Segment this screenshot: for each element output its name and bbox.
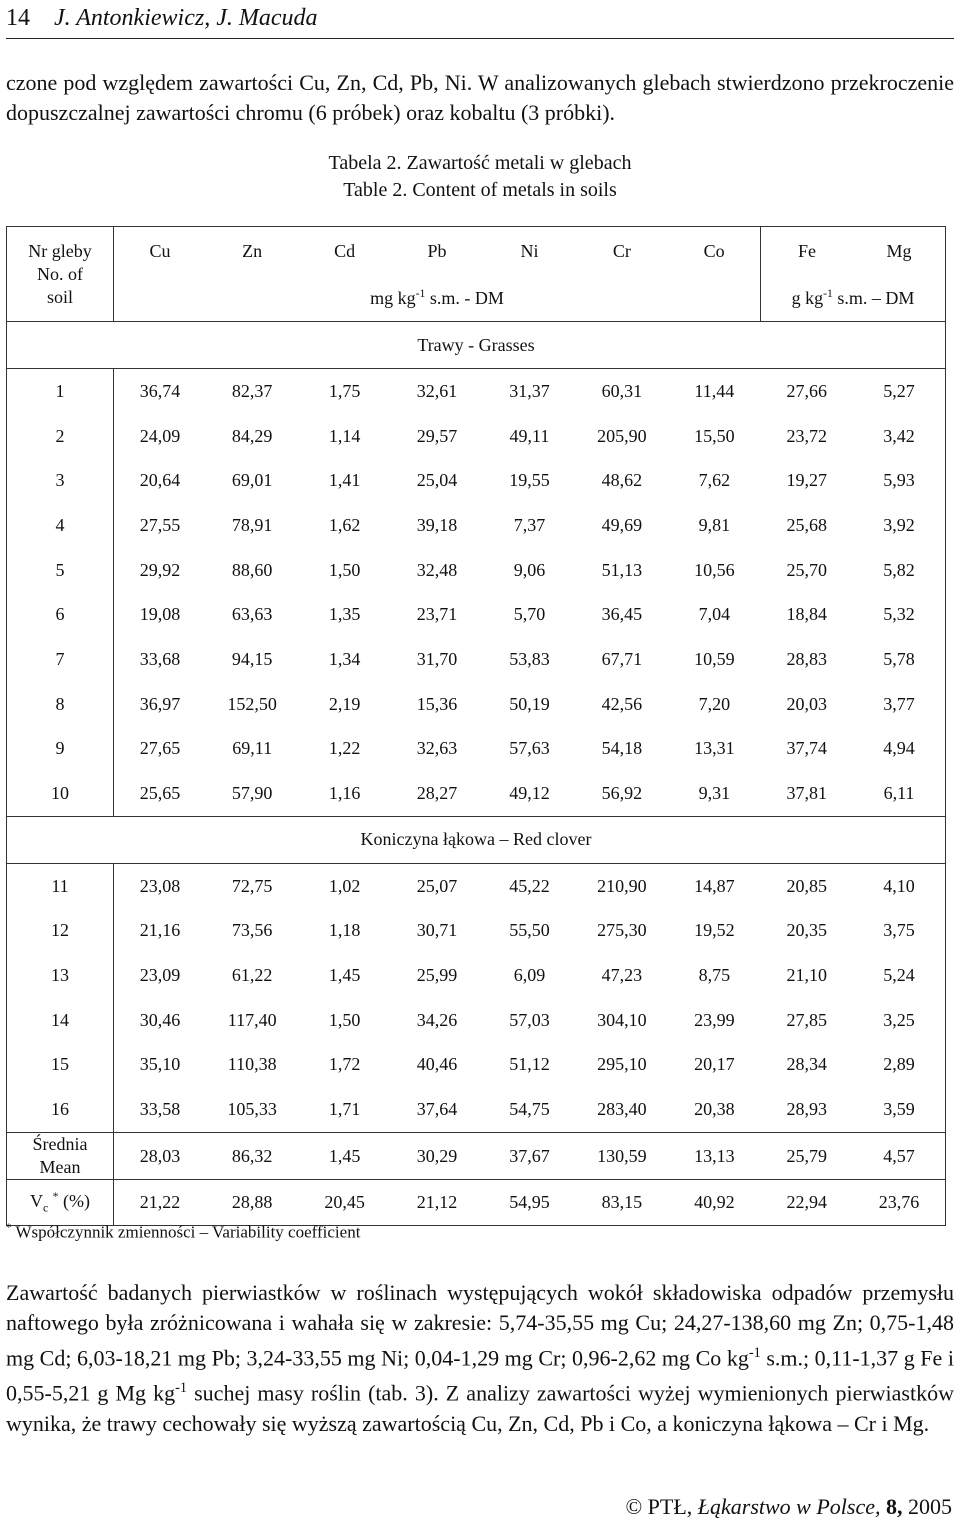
table-row: [7, 727, 946, 772]
table-footnote: [6, 1222, 360, 1243]
cell-pb: 25,07: [416, 875, 458, 896]
cell-cd: 1,72: [328, 1054, 361, 1075]
cell-zn: 82,37: [231, 380, 273, 401]
unit-mg-suffix: s.m. - DM: [425, 288, 504, 308]
cell-pb: 32,48: [416, 559, 458, 580]
column-header-cu: Cu: [114, 227, 206, 276]
soil-number: 10: [7, 771, 114, 816]
mean-co: 13,13: [668, 1133, 760, 1180]
vc-pb: 21,12: [391, 1180, 483, 1226]
cell-cu: 29,92: [139, 559, 181, 580]
results-text-2: s.m.; 0,11-1,37 g Fe i 0,55-5,21 g Mg kg: [6, 1345, 954, 1406]
running-header-authors: J. Antonkiewicz, J. Macuda: [54, 5, 318, 31]
cell-zn: 78,91: [231, 514, 273, 535]
cell-cd: 1,02: [328, 875, 361, 896]
cell-fe: 20,85: [786, 875, 828, 896]
cell-fe: 27,85: [786, 1009, 828, 1030]
cell-cr: 275,30: [597, 920, 647, 941]
cell-zn: 73,56: [231, 920, 273, 941]
cell-co: 7,62: [698, 470, 731, 491]
cell-mg: 3,77: [853, 682, 946, 727]
table-row: [7, 414, 946, 459]
cell-ni: 57,63: [509, 738, 550, 759]
cell-zn: 110,38: [227, 1054, 277, 1075]
cell-co: 7,20: [698, 693, 731, 714]
soil-number: 2: [7, 414, 114, 459]
cell-cu: 33,68: [139, 648, 181, 669]
metals-table: [6, 226, 946, 1226]
cell-ni: 55,50: [509, 920, 550, 941]
cell-ni: 5,70: [513, 604, 546, 625]
table-row: [7, 771, 946, 816]
cell-cr: 51,13: [601, 559, 643, 580]
vc-fe: 22,94: [761, 1180, 853, 1226]
cell-mg: 2,89: [853, 1043, 946, 1088]
soil-number: 13: [7, 953, 114, 998]
cell-mg: 3,92: [853, 503, 946, 548]
cell-pb: 31,70: [416, 648, 458, 669]
cell-cu: 27,65: [139, 738, 181, 759]
cell-zn: 69,01: [231, 470, 273, 491]
cell-cd: 1,35: [328, 604, 361, 625]
cell-ni: 51,12: [509, 1054, 550, 1075]
footer-volume: 8,: [880, 1494, 903, 1519]
caption-english: Table 2. Content of metals in soils: [343, 179, 617, 201]
column-header-pb: Pb: [391, 227, 483, 276]
unit-mg: [114, 275, 761, 322]
row-label-header-line: soil: [46, 286, 73, 307]
mean-ni: 37,67: [483, 1133, 575, 1180]
vc-cu: 21,22: [114, 1180, 206, 1226]
cell-ni: 49,12: [509, 783, 550, 804]
cell-zn: 105,33: [227, 1099, 277, 1120]
column-header-cd: Cd: [298, 227, 390, 276]
mean-zn: 86,32: [206, 1133, 298, 1180]
cell-fe: 21,10: [786, 965, 828, 986]
cell-mg: 5,82: [853, 548, 946, 593]
cell-cd: 1,45: [328, 965, 361, 986]
cell-zn: 117,40: [227, 1009, 277, 1030]
cell-ni: 49,11: [509, 425, 550, 446]
cell-cr: 56,92: [601, 783, 643, 804]
cell-cd: 2,19: [328, 693, 361, 714]
cell-fe: 27,66: [786, 380, 828, 401]
cell-mg: 3,42: [853, 414, 946, 459]
cell-mg: 3,25: [853, 998, 946, 1043]
table-row: [7, 637, 946, 682]
cell-pb: 25,04: [416, 470, 458, 491]
column-header-cr: Cr: [576, 227, 668, 276]
table-caption: [0, 150, 960, 204]
soil-number: 6: [7, 592, 114, 637]
section-grasses: Trawy - Grasses: [7, 322, 946, 369]
cell-ni: 6,09: [513, 965, 546, 986]
cell-co: 20,17: [694, 1054, 735, 1075]
soil-number: 8: [7, 682, 114, 727]
soil-number: 12: [7, 909, 114, 954]
table-row: [7, 369, 946, 414]
table-row: [7, 1043, 946, 1088]
cell-fe: 25,70: [786, 559, 828, 580]
vc-co: 40,92: [668, 1180, 760, 1226]
intro-paragraph: czone pod względem zawartości Cu, Zn, Cd, Pb, Ni. W analizowanych glebach stwierdzono przekroczenie dopuszczalnej zawartości chromu (6 próbek) oraz kobaltu (3 próbki).: [6, 70, 954, 125]
cell-cu: 21,16: [139, 920, 181, 941]
cell-cu: 33,58: [139, 1099, 181, 1120]
cell-co: 10,56: [694, 559, 735, 580]
footer-copyright: © PTŁ,: [625, 1494, 698, 1519]
cell-cu: 25,65: [139, 783, 181, 804]
cell-mg: 5,32: [853, 592, 946, 637]
cell-cu: 23,08: [139, 875, 181, 896]
unit-g: [761, 275, 946, 322]
table-row: [7, 1087, 946, 1132]
cell-pb: 30,71: [416, 920, 458, 941]
soil-number: 9: [7, 727, 114, 772]
mean-label-line: Mean: [39, 1157, 81, 1177]
cell-co: 11,44: [694, 380, 735, 401]
table-row: [7, 998, 946, 1043]
mean-pb: 30,29: [391, 1133, 483, 1180]
soil-number: 1: [7, 369, 114, 414]
table-row: [7, 548, 946, 593]
cell-mg: 5,93: [853, 458, 946, 503]
cell-cd: 1,50: [328, 559, 361, 580]
cell-cr: 47,23: [601, 965, 643, 986]
cell-cd: 1,50: [328, 1009, 361, 1030]
soil-number: 3: [7, 458, 114, 503]
cell-fe: 37,74: [786, 738, 828, 759]
cell-cd: 1,62: [328, 514, 361, 535]
unit-g-exponent: -1: [823, 287, 833, 300]
mean-label-line: Średnia: [32, 1134, 88, 1154]
cell-fe: 28,83: [786, 648, 828, 669]
cell-fe: 18,84: [786, 604, 828, 625]
cell-ni: 54,75: [509, 1099, 550, 1120]
row-label-header: [7, 227, 114, 322]
cell-cr: 36,45: [601, 604, 643, 625]
mean-mg: 4,57: [853, 1133, 946, 1180]
cell-cr: 283,40: [597, 1099, 647, 1120]
column-header-mg: Mg: [853, 227, 946, 276]
cell-fe: 20,03: [786, 693, 828, 714]
column-header-co: Co: [668, 227, 760, 276]
column-header-zn: Zn: [206, 227, 298, 276]
row-label-header-line: Nr gleby: [28, 240, 92, 261]
cell-ni: 7,37: [513, 514, 546, 535]
mean-cu: 28,03: [114, 1133, 206, 1180]
cell-cr: 304,10: [597, 1009, 647, 1030]
vc-label-suffix: (%): [58, 1191, 90, 1212]
cell-cr: 205,90: [597, 425, 647, 446]
soil-number: 14: [7, 998, 114, 1043]
mean-fe: 25,79: [761, 1133, 853, 1180]
vc-mg: 23,76: [853, 1180, 946, 1226]
cell-pb: 29,57: [416, 425, 458, 446]
footer-journal: Łąkarstwo w Polsce,: [697, 1494, 881, 1519]
cell-cu: 35,10: [139, 1054, 181, 1075]
footnote-text: Współczynnik zmienności – Variability coefficient: [11, 1222, 361, 1242]
cell-fe: 23,72: [786, 425, 828, 446]
cell-co: 14,87: [694, 875, 735, 896]
column-header-ni: Ni: [483, 227, 575, 276]
cell-ni: 19,55: [509, 470, 550, 491]
cell-cd: 1,75: [328, 380, 361, 401]
vc-cd: 20,45: [298, 1180, 390, 1226]
soil-number: 15: [7, 1043, 114, 1088]
cell-co: 20,38: [694, 1099, 735, 1120]
mean-cr: 130,59: [576, 1133, 668, 1180]
results-text-1: Zawartość badanych pierwiastków w roślinach występujących wokół składowiska odpadów przemysłu naftowego była zróżnicowana i wahała się w zakresie: 5,74-35,55 mg Cu; 24,27-138,60 mg Zn; 0,75-1,48 mg Cd; 6,03-18,21 mg Pb; 3,24-33,55 mg Ni; 0,04-1,29 mg Cr; 0,96-2,62 mg Co kg: [6, 1280, 954, 1371]
footnote-marker: *: [6, 1222, 12, 1234]
caption-polish: Tabela 2. Zawartość metali w glebach: [328, 152, 632, 174]
cell-pb: 37,64: [416, 1099, 458, 1120]
cell-fe: 19,27: [786, 470, 828, 491]
cell-zn: 94,15: [231, 648, 273, 669]
cell-cd: 1,41: [328, 470, 361, 491]
cell-zn: 69,11: [232, 738, 273, 759]
cell-cu: 24,09: [139, 425, 181, 446]
vc-label-base: V: [29, 1191, 43, 1212]
cell-pb: 34,26: [416, 1009, 458, 1030]
section-clover: Koniczyna łąkowa – Red clover: [7, 816, 946, 863]
cell-co: 9,31: [698, 783, 731, 804]
cell-zn: 57,90: [231, 783, 273, 804]
cell-cr: 210,90: [597, 875, 647, 896]
cell-co: 10,59: [694, 648, 735, 669]
cell-fe: 28,34: [786, 1054, 828, 1075]
cell-ni: 53,83: [509, 648, 550, 669]
cell-mg: 5,78: [853, 637, 946, 682]
cell-zn: 84,29: [231, 425, 273, 446]
cell-mg: 5,24: [853, 953, 946, 998]
table-row: [7, 909, 946, 954]
cell-mg: 4,94: [853, 727, 946, 772]
row-label-header-line: No. of: [37, 263, 83, 284]
vc-label-sup: *: [52, 1190, 59, 1204]
table-row: [7, 863, 946, 908]
page-number: 14: [6, 5, 30, 31]
cell-cu: 36,74: [139, 380, 181, 401]
cell-ni: 57,03: [509, 1009, 550, 1030]
vc-row-label: [7, 1180, 114, 1226]
soil-number: 11: [7, 863, 114, 908]
cell-mg: 5,27: [853, 369, 946, 414]
cell-co: 9,81: [698, 514, 731, 535]
mean-row-label: [7, 1133, 114, 1180]
cell-pb: 28,27: [416, 783, 458, 804]
vc-label-sub: c: [42, 1201, 49, 1215]
cell-co: 19,52: [694, 920, 735, 941]
cell-cu: 36,97: [139, 693, 181, 714]
results-exponent-1: -1: [748, 1345, 761, 1361]
cell-pb: 32,61: [416, 380, 458, 401]
cell-cd: 1,22: [328, 738, 361, 759]
vc-zn: 28,88: [206, 1180, 298, 1226]
cell-cu: 20,64: [139, 470, 181, 491]
cell-cd: 1,71: [328, 1099, 361, 1120]
cell-cr: 48,62: [601, 470, 643, 491]
cell-zn: 72,75: [231, 875, 273, 896]
cell-fe: 25,68: [786, 514, 828, 535]
vc-cr: 83,15: [576, 1180, 668, 1226]
soil-number: 7: [7, 637, 114, 682]
results-text-3: suchej masy roślin (tab. 3). Z analizy zawartości wyżej wymienionych pierwiastków wynika, że trawy cechowały się wyższą zawartością Cu, Zn, Cd, Pb i Co, a koniczyna łąkowa – Cr i Mg.: [6, 1380, 954, 1436]
cell-co: 13,31: [694, 738, 735, 759]
cell-zn: 88,60: [231, 559, 273, 580]
unit-mg-prefix: mg kg: [370, 288, 416, 308]
cell-cr: 42,56: [601, 693, 643, 714]
cell-fe: 37,81: [786, 783, 828, 804]
table-row: [7, 458, 946, 503]
table-row: [7, 503, 946, 548]
column-header-fe: Fe: [761, 227, 853, 276]
cell-mg: 3,75: [853, 909, 946, 954]
cell-cd: 1,18: [328, 920, 361, 941]
unit-mg-exponent: -1: [415, 287, 426, 300]
cell-ni: 9,06: [513, 559, 546, 580]
cell-ni: 45,22: [509, 875, 550, 896]
cell-co: 8,75: [698, 965, 731, 986]
soil-number: 4: [7, 503, 114, 548]
cell-zn: 152,50: [227, 693, 277, 714]
unit-g-suffix: s.m. – DM: [832, 288, 915, 308]
cell-pb: 25,99: [416, 965, 458, 986]
cell-cu: 23,09: [139, 965, 181, 986]
mean-cd: 1,45: [298, 1133, 390, 1180]
footer-year: 2005: [902, 1494, 952, 1519]
results-exponent-2: -1: [175, 1380, 188, 1397]
cell-cr: 60,31: [601, 380, 643, 401]
cell-cd: 1,14: [328, 425, 361, 446]
cell-cu: 27,55: [139, 514, 181, 535]
vc-ni: 54,95: [483, 1180, 575, 1226]
table-row: [7, 953, 946, 998]
cell-co: 15,50: [694, 425, 735, 446]
page-footer: [625, 1494, 952, 1520]
cell-pb: 15,36: [416, 693, 458, 714]
cell-co: 23,99: [694, 1009, 735, 1030]
table-row: [7, 592, 946, 637]
running-header: [6, 0, 954, 39]
cell-cu: 19,08: [139, 604, 181, 625]
cell-fe: 20,35: [786, 920, 828, 941]
soil-number: 16: [7, 1087, 114, 1132]
cell-pb: 23,71: [416, 604, 458, 625]
cell-pb: 32,63: [416, 738, 458, 759]
cell-co: 7,04: [698, 604, 731, 625]
cell-cr: 49,69: [601, 514, 643, 535]
cell-cd: 1,34: [328, 648, 361, 669]
cell-cr: 54,18: [601, 738, 643, 759]
cell-fe: 28,93: [786, 1099, 828, 1120]
cell-zn: 61,22: [231, 965, 273, 986]
table-row: [7, 682, 946, 727]
soil-number: 5: [7, 548, 114, 593]
cell-mg: 3,59: [853, 1087, 946, 1132]
cell-pb: 39,18: [416, 514, 458, 535]
cell-ni: 50,19: [509, 693, 550, 714]
cell-ni: 31,37: [509, 380, 550, 401]
cell-zn: 63,63: [231, 604, 273, 625]
cell-cr: 67,71: [601, 648, 643, 669]
cell-pb: 40,46: [416, 1054, 458, 1075]
cell-cu: 30,46: [139, 1009, 181, 1030]
cell-cr: 295,10: [597, 1054, 647, 1075]
cell-mg: 4,10: [853, 863, 946, 908]
cell-cd: 1,16: [328, 783, 361, 804]
cell-mg: 6,11: [853, 771, 946, 816]
unit-g-prefix: g kg: [791, 288, 824, 308]
results-paragraph: [6, 1278, 954, 1439]
